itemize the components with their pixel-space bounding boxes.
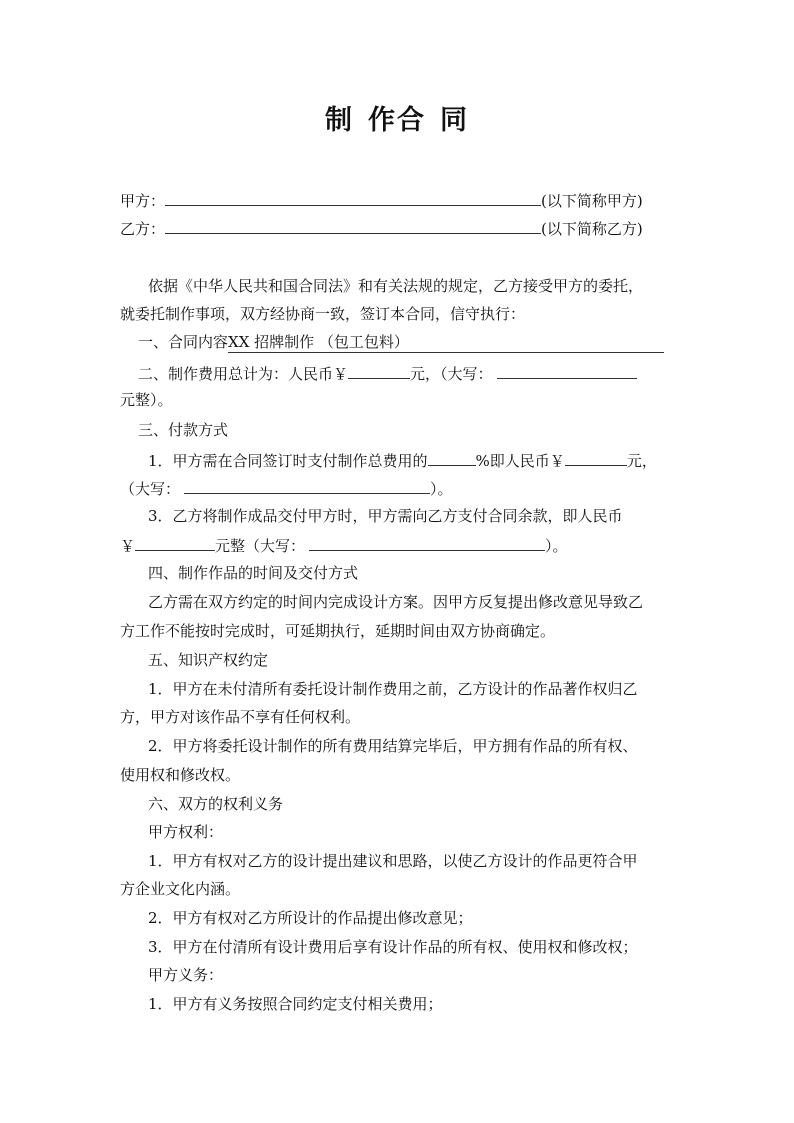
section-1-contract-content — [138, 332, 664, 353]
rights-item-1-line2: 方企业文化内涵。 — [120, 880, 241, 898]
payment-item-3-text: ￥ — [120, 537, 136, 555]
deposit-amount-blank[interactable] — [565, 449, 627, 466]
section-2-label: 二、制作费用总计为：人民币￥ — [138, 365, 349, 383]
duties-item-1: 1．甲方有义务按照合同约定支付相关费用； — [148, 995, 443, 1013]
payment-item-1-cont — [120, 477, 453, 499]
total-fee-uppercase-blank[interactable] — [497, 362, 637, 379]
ip-item-2-line2: 使用权和修改权。 — [120, 766, 241, 784]
section-2-mid: 元，（大写： — [410, 365, 493, 383]
payment-item-1-text: ）。 — [430, 480, 453, 498]
ip-item-2-line1: 2．甲方将委托设计制作的所有费用结算完毕后，甲方拥有作品的所有权、 — [148, 737, 638, 755]
party-a-blank[interactable] — [165, 189, 541, 206]
payment-item-3-text: ）。 — [545, 537, 568, 555]
balance-amount-blank[interactable] — [135, 534, 215, 551]
party-a-label: 甲方： — [120, 192, 166, 210]
payment-item-3: 3．乙方将制作成品交付甲方时，甲方需向乙方支付合同余款，即人民币 — [148, 507, 623, 525]
title-char: 制 — [325, 105, 354, 136]
section-1-label: 一、合同内容 — [138, 333, 229, 351]
balance-uppercase-blank[interactable] — [309, 534, 545, 551]
payment-item-3-cont — [120, 534, 568, 556]
payment-item-1-text: %即人民币￥ — [475, 452, 565, 470]
document-title — [0, 98, 794, 137]
rights-item-3: 3．甲方在付清所有设计费用后享有设计作品的所有权、使用权和修改权； — [148, 938, 638, 956]
party-b-label: 乙方： — [120, 220, 166, 238]
party-a-duties-label: 甲方义务： — [148, 966, 224, 984]
party-b-suffix: (以下简称乙方) — [541, 220, 643, 238]
party-a-suffix: (以下简称甲方) — [541, 192, 643, 210]
total-fee-amount-blank[interactable] — [348, 362, 410, 379]
section-4-paragraph-line2: 方工作不能按时完成时，可延期执行，延期时间由双方协商确定。 — [120, 622, 556, 640]
title-char: 作合 — [368, 105, 426, 136]
party-a-line — [120, 189, 643, 211]
rights-item-1-line1: 1．甲方有权对乙方的设计提出建议和思路，以使乙方设计的作品更符合甲 — [148, 852, 638, 870]
section-2-cont: 元整）。 — [120, 391, 173, 409]
deposit-percent-blank[interactable] — [428, 449, 476, 466]
payment-item-1-text: 1．甲方需在合同签订时支付制作总费用的 — [148, 452, 428, 470]
section-6-heading: 六、双方的权利义务 — [148, 795, 284, 813]
section-4-heading: 四、制作作品的时间及交付方式 — [148, 564, 359, 582]
section-2-total-fee — [138, 362, 637, 384]
party-a-rights-label: 甲方权利： — [148, 823, 224, 841]
payment-item-1 — [148, 449, 657, 471]
deposit-uppercase-blank[interactable] — [184, 477, 430, 494]
intro-paragraph-line1: 依据《中华人民共和国合同法》和有关法规的规定，乙方接受甲方的委托， — [148, 277, 644, 295]
contract-content-field[interactable]: XX 招牌制作 （包工包料） — [228, 332, 664, 353]
ip-item-1-line2: 方，甲方对该作品不享有任何权利。 — [120, 708, 361, 726]
party-b-line — [120, 217, 643, 239]
payment-item-1-text: （大写： — [120, 480, 181, 498]
section-4-paragraph-line1: 乙方需在双方约定的时间内完成设计方案。因甲方反复提出修改意见导致乙 — [148, 593, 644, 611]
section-3-heading: 三、付款方式 — [138, 421, 229, 439]
intro-paragraph-line2: 就委托制作事项，双方经协商一致，签订本合同，信守执行： — [120, 305, 526, 323]
payment-item-1-text: 元， — [626, 452, 657, 470]
title-char: 同 — [440, 105, 469, 136]
section-5-heading: 五、知识产权约定 — [148, 651, 269, 669]
payment-item-3-text: 元整（大写： — [215, 537, 306, 555]
party-b-blank[interactable] — [165, 217, 541, 234]
ip-item-1-line1: 1．甲方在未付清所有委托设计制作费用之前，乙方设计的作品著作权归乙 — [148, 680, 638, 698]
rights-item-2: 2．甲方有权对乙方所设计的作品提出修改意见； — [148, 909, 473, 927]
